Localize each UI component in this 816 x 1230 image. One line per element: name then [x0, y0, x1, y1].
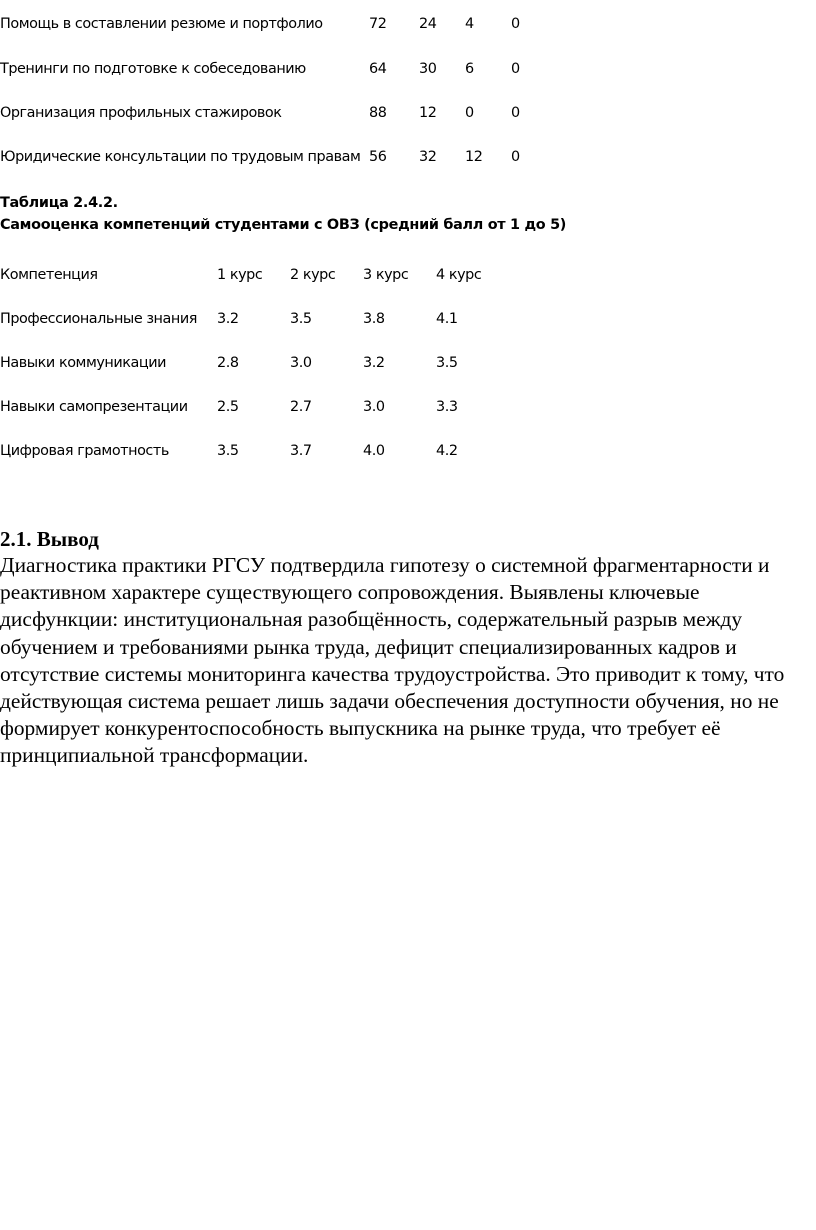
cell-value: 12 [419, 105, 437, 121]
section-body-paragraph: Диагностика практики РГСУ подтвердила гипотезу о системной фрагментарности и реактивном характере существующего сопровождения. Выявлены ключевые дисфункции: институциональная разобщённость, содержательный разрыв между обучением и требованиями рынка труда, дефицит специализированных кадров и отсутствие системы мониторинга качества трудоустройства. Это приводит к тому, что действующая система решает лишь задачи обеспечения доступности обучения, но не формирует конкурентоспособность выпускника на рынке труда, что требует её принципиальной трансформации. [0, 553, 785, 768]
column-header: Компетенция [0, 267, 98, 283]
column-header: 2 курс [290, 267, 336, 283]
cell-value: 12 [465, 149, 483, 165]
cell-value: 6 [465, 61, 474, 77]
cell-value: 4.2 [436, 443, 458, 459]
cell-value: 3.3 [436, 399, 458, 415]
cell-value: 72 [369, 16, 387, 32]
column-header: 1 курс [217, 267, 263, 283]
row-label: Тренинги по подготовке к собеседованию [0, 61, 306, 77]
cell-value: 3.5 [290, 311, 312, 327]
cell-value: 3.0 [363, 399, 385, 415]
cell-value: 64 [369, 61, 387, 77]
cell-value: 0 [465, 105, 474, 121]
column-header: 4 курс [436, 267, 482, 283]
cell-value: 3.5 [217, 443, 239, 459]
cell-value: 56 [369, 149, 387, 165]
cell-value: 4.0 [363, 443, 385, 459]
cell-value: 4.1 [436, 311, 458, 327]
row-label: Профессиональные знания [0, 311, 197, 327]
cell-value: 3.0 [290, 355, 312, 371]
row-label: Юридические консультации по трудовым правам [0, 149, 361, 165]
cell-value: 0 [511, 105, 520, 121]
cell-value: 0 [511, 16, 520, 32]
cell-value: 32 [419, 149, 437, 165]
row-label: Навыки коммуникации [0, 355, 167, 371]
cell-value: 2.8 [217, 355, 239, 371]
cell-value: 0 [511, 149, 520, 165]
row-label: Цифровая грамотность [0, 443, 169, 459]
row-label: Помощь в составлении резюме и портфолио [0, 16, 323, 32]
cell-value: 3.2 [217, 311, 239, 327]
cell-value: 88 [369, 105, 387, 121]
table-caption-number: Таблица 2.4.2. [0, 195, 118, 211]
row-label: Навыки самопрезентации [0, 399, 188, 415]
cell-value: 3.5 [436, 355, 458, 371]
table-caption-title: Самооценка компетенций студентами с ОВЗ (средний балл от 1 до 5) [0, 217, 567, 233]
cell-value: 0 [511, 61, 520, 77]
cell-value: 3.2 [363, 355, 385, 371]
cell-value: 2.7 [290, 399, 312, 415]
row-label: Организация профильных стажировок [0, 105, 282, 121]
cell-value: 30 [419, 61, 437, 77]
cell-value: 3.8 [363, 311, 385, 327]
column-header: 3 курс [363, 267, 409, 283]
section-heading: 2.1. Вывод [0, 527, 99, 551]
cell-value: 3.7 [290, 443, 312, 459]
cell-value: 2.5 [217, 399, 239, 415]
cell-value: 4 [465, 16, 474, 32]
cell-value: 24 [419, 16, 437, 32]
